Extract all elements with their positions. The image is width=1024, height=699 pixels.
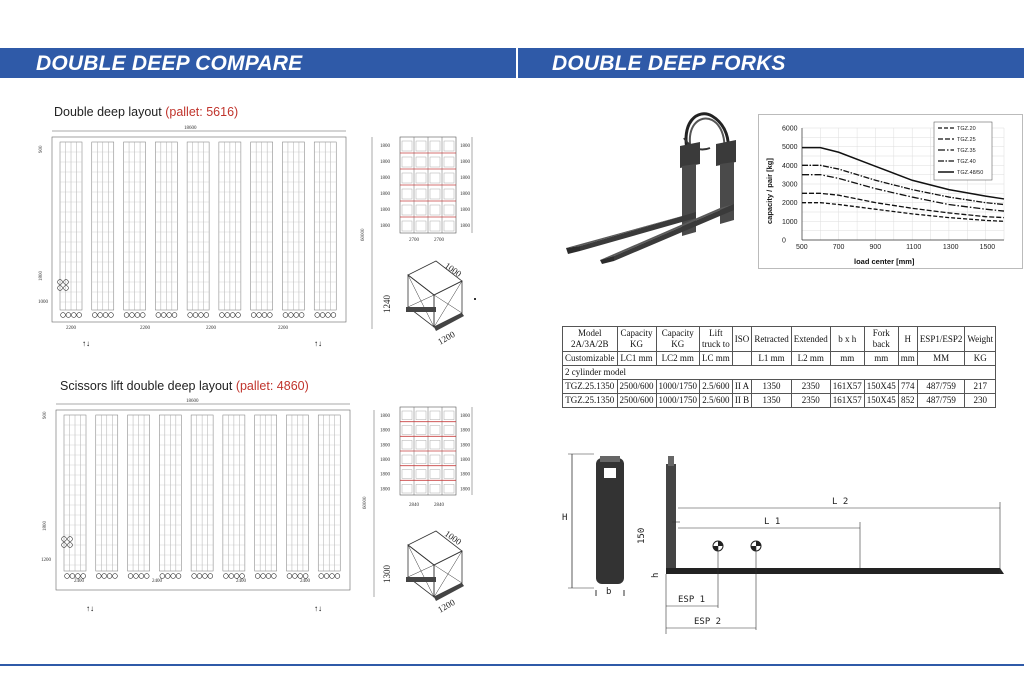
layout1-aisle-dim-2: 2200: [140, 326, 150, 331]
layout1-rack-row: [92, 142, 114, 317]
layout2-arrow-right: ↑↓: [314, 604, 322, 613]
layout2-pallet: [303, 574, 308, 579]
layout2-pallet: [139, 574, 144, 579]
svg-text:1800: 1800: [460, 443, 470, 449]
layout1-aisle-dim: 2200: [66, 326, 76, 331]
table-cell: [732, 352, 752, 366]
layout2-pallet: [102, 574, 107, 579]
table-cell: mm: [898, 352, 917, 366]
svg-text:1800: 1800: [380, 160, 390, 165]
layout1-arrow-left: ↑↓: [82, 339, 90, 348]
layout2-package-width: 1200: [436, 597, 457, 615]
layout2-rack-row: [318, 415, 340, 578]
layout1-rack-row: [187, 142, 209, 317]
table-cell: TGZ.25.1350: [563, 394, 618, 408]
layout1-aisle-dim-3: 2200: [206, 326, 216, 331]
layout2-aisle-dim-3: 2400: [236, 579, 246, 584]
layout1-pallet: [124, 313, 129, 318]
layout2-pallet: [255, 574, 260, 579]
table-header-cell: Retracted: [752, 327, 791, 352]
svg-text:1800: 1800: [460, 160, 470, 165]
svg-text:1800: 1800: [460, 224, 470, 229]
layout1-pallet: [257, 313, 262, 318]
layout2-rack-width-dim-2: 2840: [434, 503, 444, 508]
table-cell: 1350: [752, 394, 791, 408]
layout1-pallet: [156, 313, 161, 318]
layout1-rack-row: [314, 142, 336, 317]
svg-text:1800: 1800: [460, 144, 470, 149]
svg-text:1800: 1800: [460, 472, 470, 478]
layout1-pallet: [331, 313, 336, 318]
table-cell: 2500/600: [617, 380, 656, 394]
layout1-pallet: [66, 313, 71, 318]
layout1-pallet: [71, 313, 76, 318]
table-cell: L2 mm: [791, 352, 830, 366]
layout2-width-dim: 18600: [186, 399, 199, 404]
table-cell: LC1 mm: [617, 352, 656, 366]
layout2-pallet: [70, 574, 75, 579]
layout1-caption-text: Double deep layout: [54, 105, 162, 119]
layout1-rack-width-dim: 2700: [409, 238, 419, 243]
drawing-label-150: 150: [637, 527, 647, 544]
chart-y-tick: 0: [782, 237, 786, 245]
layout1-pallet: [267, 313, 272, 318]
chart-legend-label: TGZ.25: [957, 137, 976, 143]
table-header-row: [563, 327, 996, 352]
drawing-label-h: h: [651, 572, 661, 578]
layout2-pallet: [107, 574, 112, 579]
chart-y-tick: 4000: [782, 162, 798, 170]
layout1-arrow-right: ↑↓: [314, 339, 322, 348]
layout1-caption: [54, 105, 238, 119]
table-header-cell: Fork back: [864, 327, 898, 352]
layout2-rack-row: [223, 415, 245, 578]
drawing-label-b: b: [606, 587, 612, 597]
drawing-label-H: H: [562, 513, 568, 523]
layout2-caption-text: Scissors lift double deep layout: [60, 379, 233, 393]
table-cell: 230: [965, 394, 996, 408]
layout1-rack-frame: [380, 137, 472, 233]
table-cell: II A: [732, 380, 752, 394]
table-header-cell: H: [898, 327, 917, 352]
layout2-pallet: [113, 574, 118, 579]
layout1-pallet: [320, 313, 325, 318]
layout1-package-width: 1200: [436, 329, 457, 347]
chart-legend-label: TGZ.48/50: [957, 170, 984, 176]
layout2-rack-row: [159, 415, 181, 578]
layout1-rack-row: [251, 142, 273, 317]
layout2-arrow-left: ↑↓: [86, 604, 94, 613]
table-cell: LC mm: [700, 352, 733, 366]
layout1-rack-row: [219, 142, 241, 317]
layout2-height-dim: 60000: [363, 496, 368, 509]
layout1-pallet: [135, 313, 140, 318]
svg-text:1800: 1800: [380, 224, 390, 229]
layout2-pallet: [335, 574, 340, 579]
svg-text:1800: 1800: [460, 487, 470, 493]
layout2-pallet-count: (pallet: 4860): [235, 379, 309, 393]
table-cell: 161X57: [830, 394, 864, 408]
layout2-package-depth: 1000: [442, 528, 464, 547]
table-cell: 217: [965, 380, 996, 394]
svg-text:1800: 1800: [460, 458, 470, 463]
layout1-pallet: [61, 313, 66, 318]
layout2-pallet: [261, 574, 266, 579]
layout2-pallet: [192, 574, 197, 579]
layout1-pallet: [172, 313, 177, 318]
layout1-pallet: [98, 313, 103, 318]
capacity-chart: [758, 114, 1024, 270]
chart-x-tick: 1500: [979, 244, 996, 251]
fork-technical-drawing: [560, 448, 1020, 644]
layout2-pallet: [65, 574, 70, 579]
table-header-cell: Lift truck to: [700, 327, 733, 352]
layout1-pallet-count: (pallet: 5616): [165, 105, 239, 119]
table-header-cell: Capacity KG: [656, 327, 700, 352]
chart-y-tick: 6000: [782, 125, 798, 133]
layout2-rack-width-dim: 2840: [409, 503, 419, 508]
chart-x-tick: 700: [832, 244, 845, 251]
left-section-title: DOUBLE DEEP COMPARE: [36, 52, 303, 75]
chart-x-tick: 1300: [942, 244, 959, 251]
table-header-cell: Extended: [791, 327, 830, 352]
layout1-pallet: [225, 313, 230, 318]
layout1-pallet: [167, 313, 172, 318]
table-cell: 774: [898, 380, 917, 394]
layout2-rack-row: [64, 415, 86, 578]
layout1-pallet: [161, 313, 166, 318]
layout2-pallet: [229, 574, 234, 579]
svg-text:1800: 1800: [380, 428, 390, 434]
table-cell: 2500/600: [617, 394, 656, 408]
layout2-pallet: [208, 574, 213, 579]
layout2-pallet: [319, 574, 324, 579]
layout1-pallet-package: [378, 255, 474, 347]
right-section-title: DOUBLE DEEP FORKS: [552, 52, 786, 75]
svg-text:1800: 1800: [380, 458, 390, 463]
layout2-aisle-dim: 2400: [74, 579, 84, 584]
layout2-pallet: [324, 574, 329, 579]
svg-text:1800: 1800: [380, 443, 390, 449]
svg-text:1800: 1800: [460, 176, 470, 181]
layout2-caption: [60, 379, 309, 393]
layout1-pallet: [193, 313, 198, 318]
svg-text:1800: 1800: [380, 144, 390, 149]
layout2-pallet: [287, 574, 292, 579]
table-row: [563, 380, 996, 394]
layout1-height-dim: 60000: [361, 228, 366, 241]
layout1-package-height: 1240: [382, 295, 392, 313]
svg-text:1800: 1800: [380, 487, 390, 493]
layout2-rack-row: [191, 415, 213, 578]
layout2-rack-row: [286, 415, 308, 578]
chart-legend-label: TGZ.20: [957, 126, 976, 132]
layout1-bottom-gap-dim: 1000: [38, 300, 48, 305]
layout1-pallet: [288, 313, 293, 318]
chart-xlabel: load center [mm]: [854, 257, 915, 266]
table-cell: 852: [898, 394, 917, 408]
chart-x-tick: 900: [869, 244, 882, 251]
table-cell: 487/759: [917, 380, 965, 394]
layout1-pallet: [188, 313, 193, 318]
layout2-pallet: [75, 574, 80, 579]
layout2-rack-row: [128, 415, 150, 578]
layout1-pallet: [294, 313, 299, 318]
table-header-cell: ESP1/ESP2: [917, 327, 965, 352]
svg-text:1800: 1800: [380, 472, 390, 478]
layout1-rack-row: [124, 142, 146, 317]
table-cell: 2350: [791, 394, 830, 408]
footer-line: [0, 664, 1024, 666]
spec-table: [562, 326, 996, 408]
layout2-pallet: [197, 574, 202, 579]
chart-y-tick: 5000: [782, 144, 798, 152]
layout2-side-dim: 1800: [43, 521, 48, 531]
layout2-plan-drawing: [38, 397, 378, 617]
layout2-pallet: [96, 574, 101, 579]
layout2-pallet-package: [378, 523, 474, 615]
layout2-pallet: [128, 574, 133, 579]
table-cell: II B: [732, 394, 752, 408]
layout1-pallet: [204, 313, 209, 318]
layout1-pallet: [236, 313, 241, 318]
table-cell: MM: [917, 352, 965, 366]
chart-y-tick: 1000: [782, 218, 798, 226]
table-cell: 2350: [791, 380, 830, 394]
layout1-pallet: [92, 313, 97, 318]
svg-text:1800: 1800: [460, 428, 470, 434]
table-cell: LC2 mm: [656, 352, 700, 366]
chart-y-tick: 3000: [782, 181, 798, 189]
layout2-rack-row: [96, 415, 118, 578]
layout2-aisle-dim-2: 2400: [152, 579, 162, 584]
layout1-pallet: [130, 313, 135, 318]
layout2-pallet: [240, 574, 245, 579]
table-cell: TGZ.25.1350: [563, 380, 618, 394]
table-header-cell: b x h: [830, 327, 864, 352]
table-cell: Customizable: [563, 352, 618, 366]
table-cell: 1000/1750: [656, 394, 700, 408]
layout1-rack-width-dim-2: 2700: [434, 238, 444, 243]
svg-text:1800: 1800: [460, 192, 470, 197]
layout1-pallet: [109, 313, 114, 318]
svg-text:1800: 1800: [380, 176, 390, 181]
layout2-bottom-gap-dim: 1200: [41, 558, 51, 563]
layout1-rack-row: [282, 142, 304, 317]
layout1-pallet: [262, 313, 267, 318]
layout1-rack-row: [155, 142, 177, 317]
svg-text:1800: 1800: [380, 414, 390, 419]
table-row: [563, 394, 996, 408]
chart-x-tick: 1100: [906, 244, 922, 251]
table-cell: 487/759: [917, 394, 965, 408]
layout1-pallet: [299, 313, 304, 318]
layout2-pallet: [144, 574, 149, 579]
layout2-package-height: 1300: [382, 565, 392, 583]
drawing-label-ESP1: ESP 1: [678, 595, 706, 605]
layout1-top-gap-dim: 900: [39, 145, 44, 153]
layout2-side-pallets: [62, 537, 73, 548]
layout2-aisle-dim-4: 2400: [300, 579, 310, 584]
table-header-cell: Weight: [965, 327, 996, 352]
drawing-label-L2: L 2: [832, 497, 849, 507]
table-cell: 2.5/600: [700, 394, 733, 408]
table-cell: mm: [830, 352, 864, 366]
layout2-rack-row: [255, 415, 277, 578]
layout2-pallet: [134, 574, 139, 579]
layout1-side-pallets: [58, 280, 69, 291]
layout2-pallet: [81, 574, 86, 579]
table-section-row: [563, 366, 996, 380]
layout2-pallet: [298, 574, 303, 579]
double-deep-fork-illustration: [560, 108, 756, 268]
svg-text:1800: 1800: [380, 192, 390, 197]
chart-legend-label: TGZ.40: [957, 159, 976, 165]
table-cell: L1 mm: [752, 352, 791, 366]
svg-text:1800: 1800: [460, 208, 470, 213]
layout2-rack-elevation: [376, 401, 478, 509]
layout1-pallet: [140, 313, 145, 318]
svg-text:1800: 1800: [460, 414, 470, 419]
layout1-pallet: [219, 313, 224, 318]
layout1-aisle-dim-4: 2200: [278, 326, 288, 331]
table-header-cell: Model 2A/3A/2B: [563, 327, 618, 352]
table-cell: mm: [864, 352, 898, 366]
layout2-pallet: [165, 574, 170, 579]
chart-ylabel: capacity / pair [kg]: [765, 158, 774, 224]
layout1-package-depth: 1000: [442, 260, 464, 279]
table-header-cell: ISO: [732, 327, 752, 352]
layout1-side-dim: 1800: [39, 271, 44, 281]
layout1-pallet: [77, 313, 82, 318]
drawing-label-L1: L 1: [764, 517, 781, 527]
table-cell: 1000/1750: [656, 380, 700, 394]
table-header-cell: Capacity KG: [617, 327, 656, 352]
table-cell: 150X45: [864, 394, 898, 408]
chart-legend-label: TGZ.35: [957, 148, 976, 154]
chart-x-tick: 500: [796, 244, 808, 251]
layout2-pallet: [234, 574, 239, 579]
layout2-rack-frame: [380, 407, 472, 495]
layout1-plan-drawing: [34, 124, 374, 352]
layout2-top-gap-dim: 900: [43, 411, 48, 419]
table-units-row: [563, 352, 996, 366]
table-cell: 150X45: [864, 380, 898, 394]
layout2-pallet: [176, 574, 181, 579]
layout2-pallet: [203, 574, 208, 579]
layout1-width-dim: 18600: [184, 126, 197, 131]
layout1-rack-row: [60, 142, 82, 317]
layout2-pallet: [292, 574, 297, 579]
layout1-pallet: [199, 313, 204, 318]
table-cell: KG: [965, 352, 996, 366]
layout2-pallet: [171, 574, 176, 579]
layout1-pallet: [251, 313, 256, 318]
layout1-pallet: [230, 313, 235, 318]
chart-y-tick: 2000: [782, 200, 798, 208]
layout2-pallet: [223, 574, 228, 579]
layout1-pallet: [315, 313, 320, 318]
layout2-pallet: [330, 574, 335, 579]
svg-text:1800: 1800: [380, 208, 390, 213]
table-cell: 161X57: [830, 380, 864, 394]
layout1-pallet: [103, 313, 108, 318]
layout1-pallet: [326, 313, 331, 318]
layout1-pallet: [283, 313, 288, 318]
layout1-rack-elevation: [376, 131, 478, 243]
drawing-label-ESP2: ESP 2: [694, 617, 722, 627]
table-cell: 2.5/600: [700, 380, 733, 394]
table-section-label: 2 cylinder model: [563, 366, 996, 380]
layout2-pallet: [160, 574, 165, 579]
layout2-pallet: [271, 574, 276, 579]
layout2-pallet: [266, 574, 271, 579]
table-cell: 1350: [752, 380, 791, 394]
